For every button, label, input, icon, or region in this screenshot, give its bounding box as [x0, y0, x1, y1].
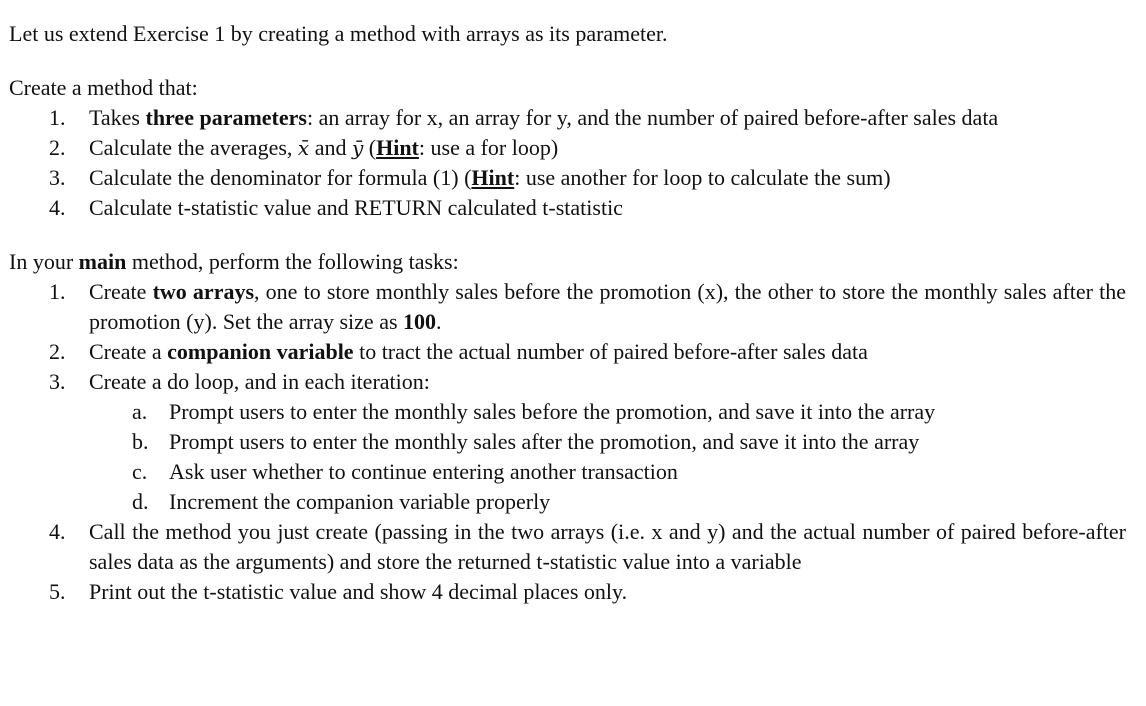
step-bold-text: three parameters — [145, 105, 307, 130]
step-text: Calculate the averages, — [89, 135, 298, 160]
sub-step-letter: a. — [132, 399, 148, 424]
step-bold-text: 100 — [403, 309, 437, 334]
main-step-2 — [9, 337, 1126, 367]
step-text: Calculate t-statistic value and RETURN calculated t-statistic — [89, 195, 623, 220]
main-step-3 — [9, 367, 1126, 517]
step-text: Create — [89, 279, 153, 304]
step-text: , one to store monthly sales before the promotion (x), the other to store the monthly sales after the promotion (y). Set the array size as — [89, 279, 1126, 334]
step-text: : use a for loop) — [418, 135, 559, 160]
method-step-3 — [9, 163, 1126, 193]
sub-step-b — [9, 427, 1126, 457]
step-text: Create a — [89, 339, 168, 364]
step-text: ( — [363, 135, 377, 160]
sub-step-letter: d. — [132, 489, 149, 514]
sub-step-letter: c. — [132, 459, 148, 484]
main-step-1 — [9, 277, 1126, 337]
sub-step-text: Prompt users to enter the monthly sales before the promotion, and save it into the array — [169, 399, 936, 424]
sub-steps-wrapper — [9, 397, 1126, 517]
step-text: and — [309, 135, 352, 160]
hint-label: Hint — [471, 165, 515, 190]
method-step-2 — [9, 133, 1126, 163]
main-section-lead — [9, 247, 1126, 277]
lead-text: In your — [9, 249, 79, 274]
y-bar-symbol: ȳ — [351, 136, 364, 160]
main-step-5 — [9, 577, 1126, 607]
sub-step-text: Increment the companion variable properly — [169, 489, 551, 514]
step-number: 3. — [49, 165, 66, 190]
sub-step-text: Ask user whether to continue entering another transaction — [169, 459, 678, 484]
method-section-lead: Create a method that: — [9, 75, 198, 100]
lead-bold-text: main — [78, 249, 127, 274]
step-number: 3. — [49, 369, 66, 394]
step-number: 2. — [49, 339, 66, 364]
lead-text: method, perform the following tasks: — [126, 249, 459, 274]
method-steps-list — [9, 103, 1126, 223]
step-bold-text: companion variable — [167, 339, 354, 364]
method-step-1 — [9, 103, 1126, 133]
step-text: Create a do loop, and in each iteration: — [89, 369, 430, 394]
method-step-4 — [9, 193, 1126, 223]
step-text: . — [436, 309, 442, 334]
sub-step-a — [9, 397, 1126, 427]
step-text: Calculate the denominator for formula (1) ( — [89, 165, 472, 190]
do-loop-sub-steps — [9, 397, 1126, 517]
method-section — [9, 73, 1126, 223]
step-text: : an array for x, an array for y, and the number of paired before-after sales data — [306, 105, 999, 130]
step-text: Print out the t-statistic value and show 4 decimal places only. — [89, 579, 628, 604]
sub-step-d — [9, 487, 1126, 517]
step-text: Call the method you just create (passing in the two arrays (i.e. x and y) and the actual number of paired before-after sales data as the arguments) and store the returned t-statistic value into a variable — [89, 519, 1126, 574]
sub-step-c — [9, 457, 1126, 487]
step-number: 4. — [49, 519, 66, 544]
step-text: to tract the actual number of paired before-after sales data — [353, 339, 868, 364]
main-section — [9, 247, 1126, 607]
step-number: 4. — [49, 195, 66, 220]
step-number: 2. — [49, 135, 66, 160]
step-number: 1. — [49, 279, 66, 304]
main-step-4 — [9, 517, 1126, 577]
hint-label: Hint — [376, 135, 419, 160]
step-text: Takes — [89, 105, 146, 130]
intro-paragraph: Let us extend Exercise 1 by creating a method with arrays as its parameter. — [9, 21, 668, 46]
x-bar-symbol: x̄ — [297, 136, 310, 160]
step-bold-text: two arrays — [152, 279, 255, 304]
sub-step-letter: b. — [132, 429, 149, 454]
sub-step-text: Prompt users to enter the monthly sales after the promotion, and save it into the array — [169, 429, 920, 454]
section-spacer — [9, 223, 1126, 247]
main-steps-list — [9, 277, 1126, 607]
step-number: 5. — [49, 579, 66, 604]
step-number: 1. — [49, 105, 66, 130]
step-text: : use another for loop to calculate the sum) — [514, 165, 891, 190]
